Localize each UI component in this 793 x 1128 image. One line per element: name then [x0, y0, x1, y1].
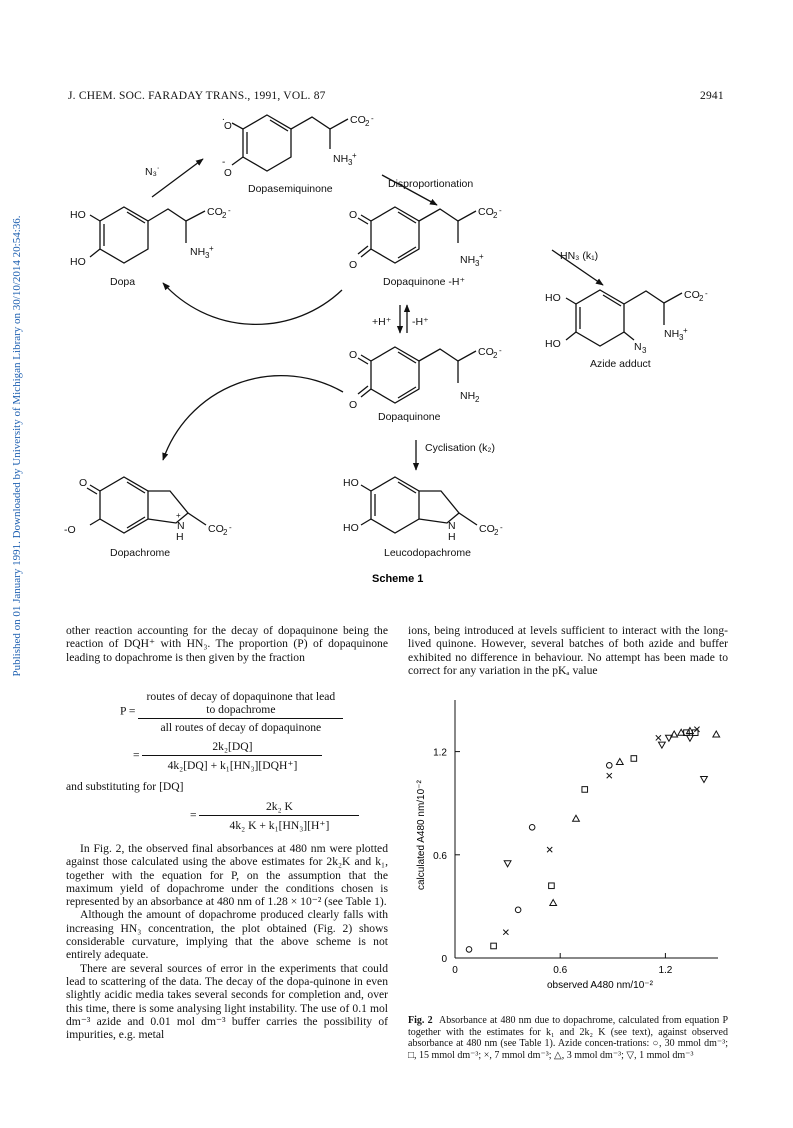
y-tick-label-2: 1.2: [433, 747, 447, 759]
y-tick-label-1: 0.6: [433, 850, 447, 862]
point-triangle-up-2: [616, 759, 623, 765]
svg-text:3: 3: [475, 259, 480, 268]
equation-3: = $\frac{\text{2k₂ K}}{\text{4k₂ K + k₁[HN₃][H⁺]}}$: [190, 800, 359, 832]
point-x-2: [607, 773, 612, 778]
svg-text:HO: HO: [545, 292, 561, 304]
svg-text:O: O: [349, 259, 358, 271]
svg-text:HO: HO: [545, 338, 561, 350]
point-circle-0: [466, 947, 472, 953]
svg-text:+: +: [479, 252, 484, 261]
dopaquinone-h-structure: [358, 207, 476, 263]
svg-text:3: 3: [679, 333, 684, 342]
svg-text:-: -: [500, 523, 503, 532]
left-paragraph-1: other reaction accounting for the decay of dopaquinone being the reaction of DQH⁺ with HN₃. The proportion (P) of dopaquinone leading to dopachrome is then given by the fraction: [66, 624, 388, 664]
svg-text:2: 2: [493, 211, 498, 220]
svg-text:2: 2: [699, 294, 704, 303]
svg-text:CO: CO: [207, 206, 223, 218]
svg-text:+: +: [176, 511, 181, 520]
label-n3-radical: N₃˙: [145, 166, 161, 178]
page-number: 2941: [700, 90, 724, 102]
x-tick-label-1: 0.6: [553, 965, 568, 976]
label-dopasemiquinone: Dopasemiquinone: [248, 183, 333, 195]
svg-text:O: O: [224, 121, 232, 132]
point-circle-3: [606, 763, 612, 769]
svg-text:O: O: [349, 399, 358, 411]
svg-text:HO: HO: [343, 522, 359, 534]
point-square-2: [582, 787, 588, 793]
point-square-0: [491, 943, 497, 949]
svg-text:H: H: [448, 531, 456, 543]
svg-text:3: 3: [205, 251, 210, 260]
publication-notice[interactable]: Published on 01 January 1991. Downloaded by University of Michigan Library on 30/10/2014 20:54:36.: [11, 215, 23, 677]
x-tick-label-0: 0: [452, 965, 458, 976]
point-x-1: [547, 847, 552, 852]
svg-text:HO: HO: [70, 209, 86, 221]
label-dopachrome: Dopachrome: [110, 547, 171, 559]
x-axis-label: observed A480 nm/10⁻²: [547, 980, 653, 991]
svg-text:HO: HO: [70, 256, 86, 268]
svg-text:-: -: [499, 346, 502, 355]
leucodopachrome-structure: [361, 477, 477, 533]
svg-text:O: O: [79, 477, 88, 489]
svg-text:2: 2: [365, 119, 370, 128]
point-circle-2: [529, 824, 535, 830]
label-hn3-k1: HN₃ (k₁): [560, 250, 599, 262]
label-dopaquinone-h: Dopaquinone -H⁺: [383, 276, 466, 288]
reaction-scheme: [0, 105, 793, 595]
point-triangle-down-0: [504, 861, 511, 867]
point-x-4: [694, 727, 699, 732]
svg-text:.: .: [222, 112, 225, 123]
label-dopa: Dopa: [110, 276, 136, 288]
svg-text:CO: CO: [684, 289, 700, 301]
point-triangle-down-2: [666, 735, 673, 741]
point-triangle-up-6: [713, 731, 720, 737]
svg-text:NH: NH: [190, 246, 206, 258]
x-tick-label-2: 1.2: [658, 965, 673, 976]
svg-text:CO: CO: [208, 523, 224, 535]
dopa-structure: [90, 207, 205, 263]
svg-text:HO: HO: [343, 477, 359, 489]
svg-text:3: 3: [348, 158, 353, 167]
equation-2: = $\frac{\text{2k₂[DQ]}}{\text{4k₂[DQ] + k₁[HN₃][DQH⁺]}}$: [133, 740, 322, 772]
label-plus-h: +H⁺: [372, 316, 392, 328]
right-paragraph-1: ions, being introduced at levels sufficient to interact with the long-lived quinone. However, several batches of both azide and buffer exhibited no difference in behaviour. No attempt has been made to correct for any variation in the pKₐ value: [408, 624, 728, 677]
point-x-3: [656, 735, 661, 740]
svg-text:+: +: [209, 244, 214, 253]
point-square-3: [631, 756, 637, 762]
label-minus-h: -H⁺: [412, 316, 429, 328]
svg-text:O: O: [349, 209, 358, 221]
point-circle-1: [515, 907, 521, 913]
left-paragraph-3: In Fig. 2, the observed final absorbances at 480 nm were plotted against those calculated using the above estimates for 2k₂K and k₁, together with the equation for P, on the assumption that the maximum yield of dopachrome under the conditions chosen is represented by an absorbance at 480 nm of 1.28 × 10⁻² (see Table 1). Although the amount of dopachrome produced clearly falls with increasing HN₃ concentration, the plot obtained (Fig. 2) shows considerable curvature, implying that the above scheme is not entirely adequate. There are several sources of error in the experiments that could lead to scattering of the data. The decay of the dopa-quinone in even slightly acidic media takes several seconds for completion and, over this time, there is some analysing light instability. The use of 0.1 mol dm⁻³ azide and 0.01 mol dm⁻³ buffer carries the possibility of impurities, e.g. metal: [66, 842, 388, 1042]
svg-text:O: O: [224, 168, 232, 179]
svg-text:N: N: [448, 520, 456, 532]
point-triangle-down-3: [687, 735, 694, 741]
point-triangle-up-1: [573, 815, 580, 821]
svg-text:-: -: [228, 206, 231, 215]
svg-text:+: +: [352, 151, 357, 160]
svg-text:+: +: [683, 326, 688, 335]
point-triangle-down-1: [658, 742, 665, 748]
svg-text:NH: NH: [460, 390, 476, 402]
svg-text:CO: CO: [350, 114, 366, 126]
point-x-0: [503, 930, 508, 935]
label-azide-adduct: Azide adduct: [590, 358, 651, 370]
svg-text:NH: NH: [333, 153, 349, 165]
running-header: J. CHEM. SOC. FARADAY TRANS., 1991, VOL. 87: [68, 90, 326, 102]
svg-text:NH: NH: [460, 254, 476, 266]
svg-text:N: N: [634, 341, 642, 353]
svg-text:-: -: [705, 289, 708, 298]
svg-text:3: 3: [642, 346, 647, 355]
svg-text:CO: CO: [478, 346, 494, 358]
svg-text:2: 2: [493, 351, 498, 360]
svg-text:CO: CO: [479, 523, 495, 535]
left-paragraph-2: and substituting for [DQ]: [66, 780, 184, 793]
svg-text:CO: CO: [478, 206, 494, 218]
label-leucodopachrome: Leucodopachrome: [384, 547, 471, 559]
svg-text:H: H: [176, 531, 184, 543]
svg-text:-: -: [371, 114, 374, 123]
svg-text:O: O: [349, 349, 358, 361]
label-cyclisation: Cyclisation (k₂): [425, 442, 496, 454]
svg-text:N: N: [177, 520, 185, 532]
label-dopaquinone: Dopaquinone: [378, 411, 441, 423]
scheme-title: Scheme 1: [372, 573, 424, 585]
equation-1: P = $\frac{\text{routes of decay of dopaquinone that lead to dopachrome}}{\text{all routes of decay of dopaquinone}}$: [120, 690, 343, 734]
y-tick-label-0: 0: [441, 954, 447, 965]
svg-text:2: 2: [222, 211, 227, 220]
svg-text:2: 2: [494, 528, 499, 537]
svg-text:-: -: [499, 206, 502, 215]
point-triangle-down-4: [701, 777, 708, 783]
svg-text:-: -: [222, 157, 226, 168]
dopasemiquinone-structure: [232, 115, 348, 171]
svg-text:2: 2: [223, 528, 228, 537]
dopaquinone-structure: [358, 347, 476, 403]
figure-2-caption: Fig. 2 Absorbance at 480 nm due to dopachrome, calculated from equation P together with the estimates for k₁ and 2k₂ K (see text), against observed absorbance at 480 nm (see Table 1). Azide concen-trations: ○, 30 mmol dm⁻³; □, 15 mmol dm⁻³; ×, 7 mmol dm⁻³; △, 3 mmol dm⁻³; ▽, 1 mmol dm⁻³: [408, 1015, 729, 1061]
y-axis-label: calculated A480 nm/10⁻²: [416, 780, 427, 890]
svg-text:-O: -O: [64, 524, 76, 536]
point-triangle-up-0: [550, 900, 557, 906]
point-square-1: [549, 883, 555, 889]
dopachrome-structure: [87, 477, 206, 533]
svg-text:2: 2: [475, 395, 480, 404]
svg-text:-: -: [229, 523, 232, 532]
svg-text:NH: NH: [664, 328, 680, 340]
figure-2-scatter: [400, 690, 730, 1000]
label-disproportionation: Disproportionation: [388, 178, 474, 190]
